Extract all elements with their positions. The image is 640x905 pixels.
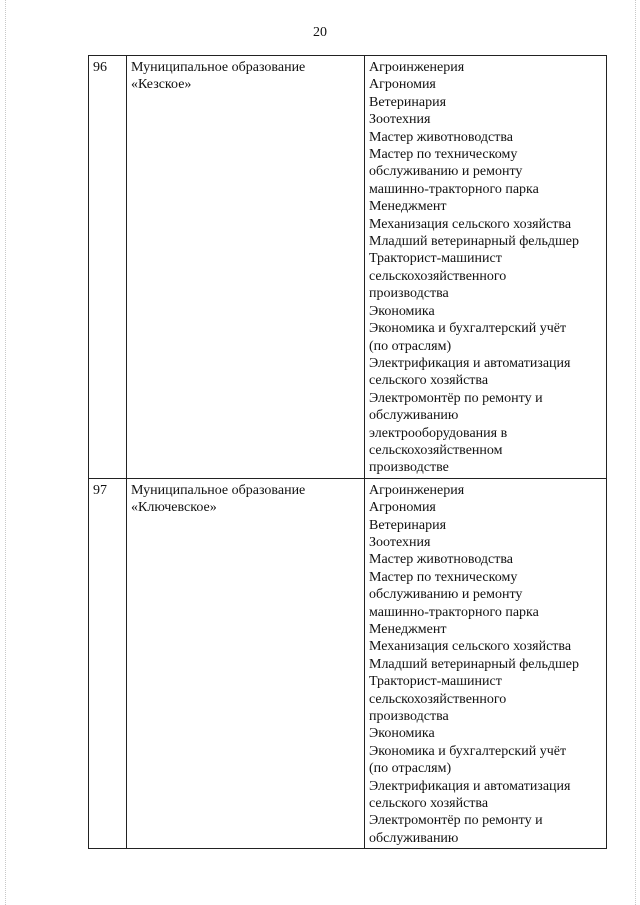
profession-item: Электрификация и автоматизация — [369, 355, 571, 371]
municipality-name-cell — [127, 56, 365, 479]
page-number: 20 — [313, 25, 327, 40]
profession-item: сельскохозяйственного — [369, 268, 507, 284]
profession-item: Зоотехния — [369, 112, 431, 128]
profession-item: машинно-тракторного парка — [369, 181, 539, 197]
profession-item: сельского хозяйства — [369, 796, 489, 812]
profession-item: Экономика и бухгалтерский учёт — [369, 743, 567, 759]
profession-item: Мастер по техническому — [369, 147, 518, 163]
municipality-type: Муниципальное образование — [131, 482, 306, 498]
profession-item: Электромонтёр по ремонту и — [369, 390, 543, 406]
profession-item: Младший ветеринарный фельдшер — [369, 234, 579, 250]
profession-item: сельскохозяйственного — [369, 691, 507, 707]
profession-item: Электрификация и автоматизация — [369, 778, 571, 794]
profession-item: Тракторист-машинист — [369, 674, 502, 690]
profession-list — [369, 482, 602, 848]
profession-item: обслуживанию — [369, 408, 459, 424]
profession-item: Тракторист-машинист — [369, 251, 502, 267]
professions-cell — [365, 56, 607, 479]
profession-item: Мастер животноводства — [369, 552, 514, 568]
profession-item: Экономика — [369, 303, 435, 319]
profession-item: Механизация сельского хозяйства — [369, 216, 572, 232]
profession-item: обслуживанию — [369, 830, 459, 846]
profession-item: Экономика — [369, 726, 435, 742]
profession-item: обслуживанию и ремонту — [369, 587, 523, 603]
profession-item: Экономика и бухгалтерский учёт — [369, 321, 567, 337]
profession-item: машинно-тракторного парка — [369, 604, 539, 620]
profession-item: Агроинженерия — [369, 482, 465, 498]
profession-item: Младший ветеринарный фельдшер — [369, 656, 579, 672]
table-row — [89, 478, 607, 849]
municipality-type: Муниципальное образование — [131, 60, 306, 75]
profession-item: Менеджмент — [369, 622, 447, 637]
profession-item: сельскохозяйственном — [369, 442, 503, 458]
profession-item: обслуживанию и ремонту — [369, 164, 523, 180]
profession-list — [369, 59, 602, 477]
profession-item: Механизация сельского хозяйства — [369, 639, 572, 655]
profession-item: Электромонтёр по ремонту и — [369, 813, 543, 829]
profession-item: (по отраслям) — [369, 338, 452, 354]
profession-item: Мастер животноводства — [369, 129, 514, 145]
table-row — [89, 56, 607, 479]
profession-item: Агрономия — [369, 500, 436, 516]
profession-item: Ветеринария — [369, 94, 447, 110]
profession-item: производстве — [369, 460, 449, 476]
municipality-name: «Кезское» — [131, 77, 192, 93]
scan-edge-left — [5, 0, 6, 905]
profession-item: производства — [369, 709, 449, 725]
row-number: 96 — [89, 56, 127, 479]
scan-edge-right — [635, 0, 636, 905]
profession-item: Агроинженерия — [369, 60, 465, 75]
profession-item: Зоотехния — [369, 534, 431, 550]
professions-cell — [365, 478, 607, 849]
municipality-name-cell — [127, 478, 365, 849]
profession-item: Менеджмент — [369, 199, 447, 215]
profession-item: Мастер по техническому — [369, 569, 518, 585]
profession-item: (по отраслям) — [369, 761, 452, 777]
profession-item: производства — [369, 286, 449, 302]
profession-item: сельского хозяйства — [369, 373, 489, 389]
row-number: 97 — [89, 478, 127, 849]
profession-item: Ветеринария — [369, 517, 447, 533]
profession-item: Агрономия — [369, 77, 436, 93]
municipality-name: «Ключевское» — [131, 500, 217, 516]
municipality-professions-table — [88, 55, 607, 849]
profession-item: электрооборудования в — [369, 425, 508, 441]
